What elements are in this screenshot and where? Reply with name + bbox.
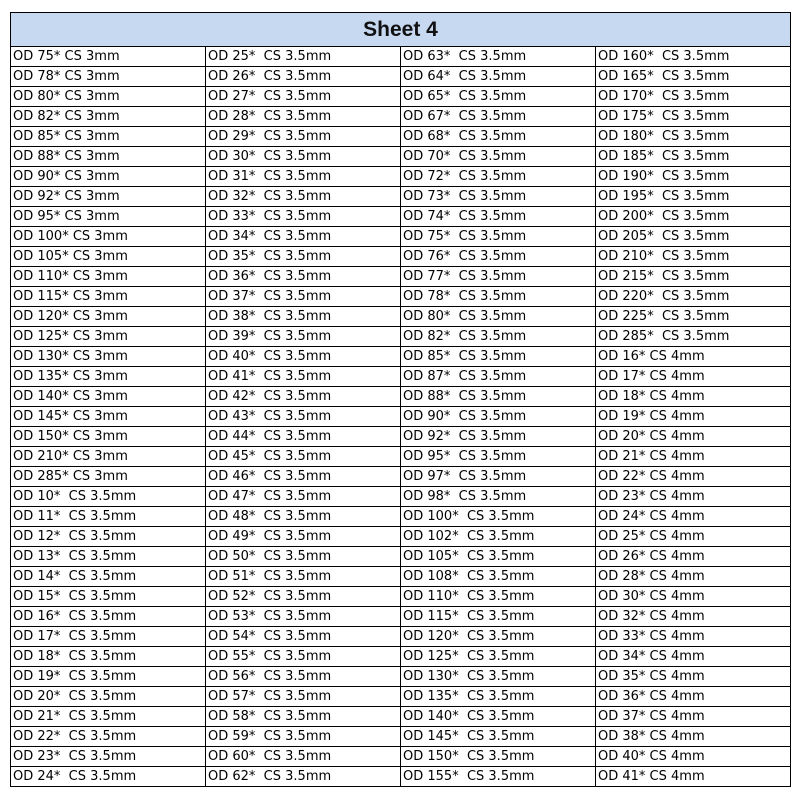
table-cell[interactable]: OD 115* CS 3.5mm — [401, 607, 596, 627]
table-cell[interactable]: OD 58* CS 3.5mm — [206, 707, 401, 727]
table-cell[interactable]: OD 92* CS 3.5mm — [401, 427, 596, 447]
table-cell[interactable]: OD 180* CS 3.5mm — [596, 127, 791, 147]
table-row — [11, 607, 791, 627]
table-row — [11, 47, 791, 67]
table-cell[interactable]: OD 46* CS 3.5mm — [206, 467, 401, 487]
table-cell[interactable]: OD 97* CS 3.5mm — [401, 467, 596, 487]
table-cell[interactable]: OD 77* CS 3.5mm — [401, 267, 596, 287]
table-cell[interactable]: OD 210* CS 3mm — [11, 447, 206, 467]
table-cell[interactable]: OD 155* CS 3.5mm — [401, 767, 596, 787]
table-cell[interactable]: OD 88* CS 3.5mm — [401, 387, 596, 407]
table-cell[interactable]: OD 43* CS 3.5mm — [206, 407, 401, 427]
table-cell[interactable]: OD 45* CS 3.5mm — [206, 447, 401, 467]
table-row — [11, 247, 791, 267]
table-cell[interactable]: OD 110* CS 3mm — [11, 267, 206, 287]
table-cell[interactable]: OD 29* CS 3.5mm — [206, 127, 401, 147]
table-row — [11, 287, 791, 307]
table-row — [11, 447, 791, 467]
table-cell[interactable]: OD 87* CS 3.5mm — [401, 367, 596, 387]
table-row — [11, 587, 791, 607]
table-row — [11, 507, 791, 527]
table-cell[interactable]: OD 75* CS 3.5mm — [401, 227, 596, 247]
table-cell[interactable]: OD 41* CS 3.5mm — [206, 367, 401, 387]
table-row — [11, 627, 791, 647]
table-cell[interactable]: OD 74* CS 3.5mm — [401, 207, 596, 227]
table-cell[interactable]: OD 75* CS 3mm — [11, 47, 206, 67]
table-cell[interactable]: OD 35* CS 3.5mm — [206, 247, 401, 267]
table-cell[interactable]: OD 105* CS 3mm — [11, 247, 206, 267]
table-cell[interactable]: OD 125* CS 3mm — [11, 327, 206, 347]
table-cell[interactable]: OD 33* CS 4mm — [596, 627, 791, 647]
table-cell[interactable]: OD 90* CS 3.5mm — [401, 407, 596, 427]
table-row — [11, 687, 791, 707]
table-cell[interactable]: OD 205* CS 3.5mm — [596, 227, 791, 247]
table-cell[interactable]: OD 125* CS 3.5mm — [401, 647, 596, 667]
table-cell[interactable]: OD 18* CS 3.5mm — [11, 647, 206, 667]
table-cell[interactable]: OD 225* CS 3.5mm — [596, 307, 791, 327]
table-cell[interactable]: OD 70* CS 3.5mm — [401, 147, 596, 167]
table-cell[interactable]: OD 98* CS 3.5mm — [401, 487, 596, 507]
table-cell[interactable]: OD 32* CS 3.5mm — [206, 187, 401, 207]
table-cell[interactable]: OD 54* CS 3.5mm — [206, 627, 401, 647]
table-cell[interactable]: OD 175* CS 3.5mm — [596, 107, 791, 127]
table-cell[interactable]: OD 120* CS 3.5mm — [401, 627, 596, 647]
table-cell[interactable]: OD 190* CS 3.5mm — [596, 167, 791, 187]
table-cell[interactable]: OD 37* CS 3.5mm — [206, 287, 401, 307]
table-cell[interactable]: OD 102* CS 3.5mm — [401, 527, 596, 547]
table-cell[interactable]: OD 23* CS 3.5mm — [11, 747, 206, 767]
table-cell[interactable]: OD 26* CS 4mm — [596, 547, 791, 567]
table-cell[interactable]: OD 44* CS 3.5mm — [206, 427, 401, 447]
table-row — [11, 267, 791, 287]
table-row — [11, 667, 791, 687]
table-row — [11, 527, 791, 547]
table-cell[interactable]: OD 68* CS 3.5mm — [401, 127, 596, 147]
table-cell[interactable]: OD 38* CS 4mm — [596, 727, 791, 747]
table-cell[interactable]: OD 215* CS 3.5mm — [596, 267, 791, 287]
table-row — [11, 87, 791, 107]
table-cell[interactable]: OD 105* CS 3.5mm — [401, 547, 596, 567]
table-cell[interactable]: OD 34* CS 3.5mm — [206, 227, 401, 247]
table-cell[interactable]: OD 135* CS 3.5mm — [401, 687, 596, 707]
table-cell[interactable]: OD 115* CS 3mm — [11, 287, 206, 307]
table-row — [11, 767, 791, 787]
table-cell[interactable]: OD 25* CS 3.5mm — [206, 47, 401, 67]
table-cell[interactable]: OD 57* CS 3.5mm — [206, 687, 401, 707]
table-cell[interactable]: OD 21* CS 3.5mm — [11, 707, 206, 727]
table-cell[interactable]: OD 25* CS 4mm — [596, 527, 791, 547]
table-cell[interactable]: OD 21* CS 4mm — [596, 447, 791, 467]
table-cell[interactable]: OD 16* CS 3.5mm — [11, 607, 206, 627]
table-cell[interactable]: OD 78* CS 3.5mm — [401, 287, 596, 307]
table-row — [11, 187, 791, 207]
table-cell[interactable]: OD 20* CS 3.5mm — [11, 687, 206, 707]
table-cell[interactable]: OD 210* CS 3.5mm — [596, 247, 791, 267]
table-cell[interactable]: OD 85* CS 3.5mm — [401, 347, 596, 367]
table-cell[interactable]: OD 80* CS 3mm — [11, 87, 206, 107]
table-row — [11, 127, 791, 147]
table-cell[interactable]: OD 42* CS 3.5mm — [206, 387, 401, 407]
table-cell[interactable]: OD 23* CS 4mm — [596, 487, 791, 507]
table-row — [11, 567, 791, 587]
table-cell[interactable]: OD 22* CS 3.5mm — [11, 727, 206, 747]
table-cell[interactable]: OD 27* CS 3.5mm — [206, 87, 401, 107]
table-row — [11, 327, 791, 347]
table-cell[interactable]: OD 130* CS 3.5mm — [401, 667, 596, 687]
table-cell[interactable]: OD 76* CS 3.5mm — [401, 247, 596, 267]
table-row — [11, 227, 791, 247]
table-row — [11, 367, 791, 387]
table-cell[interactable]: OD 37* CS 4mm — [596, 707, 791, 727]
table-cell[interactable]: OD 140* CS 3mm — [11, 387, 206, 407]
table-cell[interactable]: OD 108* CS 3.5mm — [401, 567, 596, 587]
table-cell[interactable]: OD 10* CS 3.5mm — [11, 487, 206, 507]
table-cell[interactable]: OD 145* CS 3.5mm — [401, 727, 596, 747]
table-cell[interactable]: OD 100* CS 3.5mm — [401, 507, 596, 527]
table-cell[interactable]: OD 52* CS 3.5mm — [206, 587, 401, 607]
table-cell[interactable]: OD 31* CS 3.5mm — [206, 167, 401, 187]
table-row — [11, 707, 791, 727]
table-cell[interactable]: OD 62* CS 3.5mm — [206, 767, 401, 787]
table-row — [11, 747, 791, 767]
table-cell[interactable]: OD 56* CS 3.5mm — [206, 667, 401, 687]
table-cell[interactable]: OD 17* CS 3.5mm — [11, 627, 206, 647]
table-cell[interactable]: OD 28* CS 3.5mm — [206, 107, 401, 127]
table-cell[interactable]: OD 82* CS 3mm — [11, 107, 206, 127]
table-cell[interactable]: OD 30* CS 4mm — [596, 587, 791, 607]
table-cell[interactable]: OD 78* CS 3mm — [11, 67, 206, 87]
table-cell[interactable]: OD 170* CS 3.5mm — [596, 87, 791, 107]
table-cell[interactable]: OD 33* CS 3.5mm — [206, 207, 401, 227]
table-cell[interactable]: OD 73* CS 3.5mm — [401, 187, 596, 207]
table-row — [11, 347, 791, 367]
table-cell[interactable]: OD 11* CS 3.5mm — [11, 507, 206, 527]
table-cell[interactable]: OD 35* CS 4mm — [596, 667, 791, 687]
table-cell[interactable]: OD 34* CS 4mm — [596, 647, 791, 667]
table-cell[interactable]: OD 65* CS 3.5mm — [401, 87, 596, 107]
table-cell[interactable]: OD 67* CS 3.5mm — [401, 107, 596, 127]
table-cell[interactable]: OD 19* CS 4mm — [596, 407, 791, 427]
table-row — [11, 407, 791, 427]
table-cell[interactable]: OD 120* CS 3mm — [11, 307, 206, 327]
table-row — [11, 467, 791, 487]
table-cell[interactable]: OD 150* CS 3mm — [11, 427, 206, 447]
table-cell[interactable]: OD 22* CS 4mm — [596, 467, 791, 487]
table-row — [11, 307, 791, 327]
table-row — [11, 387, 791, 407]
sheet-title: Sheet 4 — [11, 13, 791, 47]
table-cell[interactable]: OD 82* CS 3.5mm — [401, 327, 596, 347]
table-cell[interactable]: OD 13* CS 3.5mm — [11, 547, 206, 567]
table-cell[interactable]: OD 36* CS 3.5mm — [206, 267, 401, 287]
table-cell[interactable]: OD 49* CS 3.5mm — [206, 527, 401, 547]
table-cell[interactable]: OD 160* CS 3.5mm — [596, 47, 791, 67]
table-cell[interactable]: OD 165* CS 3.5mm — [596, 67, 791, 87]
table-cell[interactable]: OD 80* CS 3.5mm — [401, 307, 596, 327]
table-row — [11, 487, 791, 507]
table-cell[interactable]: OD 85* CS 3mm — [11, 127, 206, 147]
table-cell[interactable]: OD 50* CS 3.5mm — [206, 547, 401, 567]
table-cell[interactable]: OD 41* CS 4mm — [596, 767, 791, 787]
table-cell[interactable]: OD 63* CS 3.5mm — [401, 47, 596, 67]
table-cell[interactable]: OD 24* CS 4mm — [596, 507, 791, 527]
table-cell[interactable]: OD 14* CS 3.5mm — [11, 567, 206, 587]
table-cell[interactable]: OD 145* CS 3mm — [11, 407, 206, 427]
table-cell[interactable]: OD 110* CS 3.5mm — [401, 587, 596, 607]
table-cell[interactable]: OD 40* CS 4mm — [596, 747, 791, 767]
table-cell[interactable]: OD 47* CS 3.5mm — [206, 487, 401, 507]
table-cell[interactable]: OD 55* CS 3.5mm — [206, 647, 401, 667]
table-cell[interactable]: OD 285* CS 3.5mm — [596, 327, 791, 347]
table-cell[interactable]: OD 19* CS 3.5mm — [11, 667, 206, 687]
table-cell[interactable]: OD 95* CS 3.5mm — [401, 447, 596, 467]
size-table — [10, 12, 791, 787]
table-row — [11, 727, 791, 747]
table-cell[interactable]: OD 28* CS 4mm — [596, 567, 791, 587]
table-cell[interactable]: OD 40* CS 3.5mm — [206, 347, 401, 367]
table-cell[interactable]: OD 90* CS 3mm — [11, 167, 206, 187]
table-cell[interactable]: OD 220* CS 3.5mm — [596, 287, 791, 307]
table-cell[interactable]: OD 64* CS 3.5mm — [401, 67, 596, 87]
table-cell[interactable]: OD 200* CS 3.5mm — [596, 207, 791, 227]
table-cell[interactable]: OD 15* CS 3.5mm — [11, 587, 206, 607]
table-cell[interactable]: OD 30* CS 3.5mm — [206, 147, 401, 167]
table-cell[interactable]: OD 185* CS 3.5mm — [596, 147, 791, 167]
table-cell[interactable]: OD 135* CS 3mm — [11, 367, 206, 387]
table-row — [11, 547, 791, 567]
table-row — [11, 427, 791, 447]
table-cell[interactable]: OD 60* CS 3.5mm — [206, 747, 401, 767]
table-cell[interactable]: OD 72* CS 3.5mm — [401, 167, 596, 187]
table-cell[interactable]: OD 150* CS 3.5mm — [401, 747, 596, 767]
table-cell[interactable]: OD 285* CS 3mm — [11, 467, 206, 487]
table-cell[interactable]: OD 92* CS 3mm — [11, 187, 206, 207]
table-cell[interactable]: OD 32* CS 4mm — [596, 607, 791, 627]
table-cell[interactable]: OD 51* CS 3.5mm — [206, 567, 401, 587]
table-cell[interactable]: OD 38* CS 3.5mm — [206, 307, 401, 327]
table-body — [11, 47, 791, 787]
table-cell[interactable]: OD 17* CS 4mm — [596, 367, 791, 387]
table-cell[interactable]: OD 48* CS 3.5mm — [206, 507, 401, 527]
table-cell[interactable]: OD 12* CS 3.5mm — [11, 527, 206, 547]
table-cell[interactable]: OD 88* CS 3mm — [11, 147, 206, 167]
table-row — [11, 147, 791, 167]
title-row — [11, 13, 791, 47]
table-cell[interactable]: OD 95* CS 3mm — [11, 207, 206, 227]
table-cell[interactable]: OD 20* CS 4mm — [596, 427, 791, 447]
table-cell[interactable]: OD 100* CS 3mm — [11, 227, 206, 247]
table-cell[interactable]: OD 39* CS 3.5mm — [206, 327, 401, 347]
table-row — [11, 107, 791, 127]
table-row — [11, 647, 791, 667]
table-cell[interactable]: OD 59* CS 3.5mm — [206, 727, 401, 747]
table-cell[interactable]: OD 36* CS 4mm — [596, 687, 791, 707]
table-cell[interactable]: OD 16* CS 4mm — [596, 347, 791, 367]
table-cell[interactable]: OD 24* CS 3.5mm — [11, 767, 206, 787]
table-row — [11, 207, 791, 227]
table-cell[interactable]: OD 130* CS 3mm — [11, 347, 206, 367]
table-cell[interactable]: OD 140* CS 3.5mm — [401, 707, 596, 727]
table-cell[interactable]: OD 53* CS 3.5mm — [206, 607, 401, 627]
table-row — [11, 167, 791, 187]
table-cell[interactable]: OD 18* CS 4mm — [596, 387, 791, 407]
table-cell[interactable]: OD 195* CS 3.5mm — [596, 187, 791, 207]
table-cell[interactable]: OD 26* CS 3.5mm — [206, 67, 401, 87]
table-row — [11, 67, 791, 87]
